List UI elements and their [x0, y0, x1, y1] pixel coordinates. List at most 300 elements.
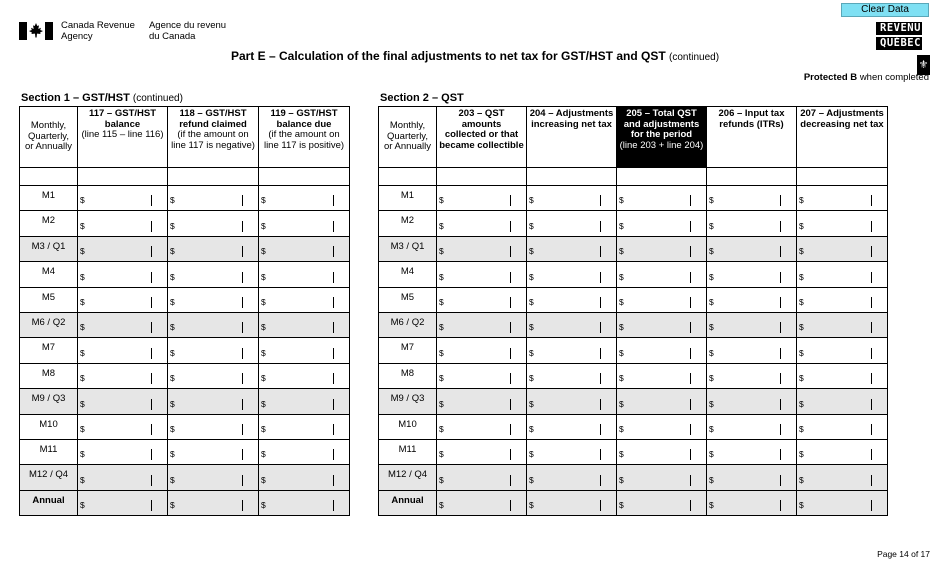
amount-field[interactable]: [617, 262, 707, 287]
dollar-sign: $: [799, 449, 804, 460]
amount-field[interactable]: [259, 414, 350, 439]
amount-field[interactable]: [168, 490, 259, 515]
dollar-sign: $: [439, 296, 444, 307]
table-row: [379, 414, 888, 439]
dollar-sign: $: [619, 195, 624, 206]
amount-field[interactable]: [259, 363, 350, 388]
cents-divider: [333, 475, 334, 486]
revenu-quebec-logo: REVENU QUÉBEC: [876, 22, 930, 56]
amount-field[interactable]: [707, 363, 797, 388]
period-label: M9 / Q3: [20, 389, 78, 414]
dollar-sign: $: [170, 500, 175, 511]
table-row: [20, 236, 350, 261]
amount-field[interactable]: [437, 439, 527, 464]
amount-field[interactable]: [527, 338, 617, 363]
dollar-sign: $: [170, 398, 175, 409]
cents-divider: [690, 322, 691, 333]
amount-field[interactable]: [437, 236, 527, 261]
dollar-sign: $: [439, 423, 444, 434]
amount-field[interactable]: [259, 211, 350, 236]
dollar-sign: $: [619, 347, 624, 358]
dollar-sign: $: [80, 474, 85, 485]
amount-field[interactable]: [168, 211, 259, 236]
cents-divider: [871, 195, 872, 206]
period-label: M8: [379, 363, 437, 388]
amount-field[interactable]: [617, 186, 707, 211]
cents-divider: [333, 246, 334, 257]
amount-field[interactable]: [617, 439, 707, 464]
cents-divider: [780, 221, 781, 232]
dollar-sign: $: [709, 220, 714, 231]
dollar-sign: $: [709, 322, 714, 333]
cents-divider: [871, 272, 872, 283]
dollar-sign: $: [439, 220, 444, 231]
cents-divider: [151, 373, 152, 384]
amount-field[interactable]: [78, 211, 168, 236]
amount-field[interactable]: [168, 414, 259, 439]
cents-divider: [510, 424, 511, 435]
amount-field[interactable]: [259, 312, 350, 337]
amount-field[interactable]: [617, 389, 707, 414]
amount-field[interactable]: [797, 338, 888, 363]
period-label: M5: [379, 287, 437, 312]
cents-divider: [510, 246, 511, 257]
cents-divider: [780, 195, 781, 206]
amount-field[interactable]: [527, 211, 617, 236]
cents-divider: [690, 500, 691, 511]
table-row: [379, 439, 888, 464]
amount-field[interactable]: [527, 236, 617, 261]
dollar-sign: $: [799, 296, 804, 307]
amount-field[interactable]: [797, 414, 888, 439]
amount-field[interactable]: [797, 465, 888, 490]
cents-divider: [151, 424, 152, 435]
amount-field[interactable]: [259, 439, 350, 464]
dollar-sign: $: [709, 296, 714, 307]
amount-field[interactable]: [78, 439, 168, 464]
amount-field[interactable]: [168, 338, 259, 363]
period-label: M5: [20, 287, 78, 312]
amount-field[interactable]: [259, 236, 350, 261]
dollar-sign: $: [439, 347, 444, 358]
amount-field[interactable]: [437, 312, 527, 337]
cents-divider: [333, 424, 334, 435]
amount-field[interactable]: [617, 211, 707, 236]
dollar-sign: $: [170, 373, 175, 384]
dollar-sign: $: [261, 296, 266, 307]
cents-divider: [600, 500, 601, 511]
dollar-sign: $: [170, 423, 175, 434]
period-label: M2: [20, 211, 78, 236]
amount-field[interactable]: [259, 490, 350, 515]
cents-divider: [242, 297, 243, 308]
dollar-sign: $: [529, 423, 534, 434]
period-label: M12 / Q4: [20, 465, 78, 490]
cents-divider: [333, 272, 334, 283]
table-row: [379, 465, 888, 490]
dollar-sign: $: [799, 373, 804, 384]
line-207-header: 207 – Adjustments decreasing net tax: [797, 107, 888, 168]
amount-field[interactable]: [437, 186, 527, 211]
period-label: M10: [20, 414, 78, 439]
clear-data-button[interactable]: Clear Data: [841, 3, 929, 17]
period-label: M3 / Q1: [379, 236, 437, 261]
cents-divider: [690, 399, 691, 410]
amount-field[interactable]: [168, 363, 259, 388]
dollar-sign: $: [261, 220, 266, 231]
cents-divider: [333, 322, 334, 333]
amount-field[interactable]: [78, 236, 168, 261]
dollar-sign: $: [799, 195, 804, 206]
line-117-header: 117 – GST/HST balance (line 115 – line 116): [78, 107, 168, 168]
amount-field[interactable]: [797, 186, 888, 211]
amount-field[interactable]: [168, 186, 259, 211]
amount-field[interactable]: [259, 338, 350, 363]
cents-divider: [871, 348, 872, 359]
amount-field[interactable]: [707, 287, 797, 312]
fleur-de-lis-icon: ⚜: [917, 55, 930, 75]
cents-divider: [690, 221, 691, 232]
dollar-sign: $: [709, 347, 714, 358]
period-label: M6 / Q2: [20, 312, 78, 337]
dollar-sign: $: [170, 271, 175, 282]
amount-field[interactable]: [707, 211, 797, 236]
dollar-sign: $: [529, 271, 534, 282]
dollar-sign: $: [439, 449, 444, 460]
dollar-sign: $: [261, 347, 266, 358]
amount-field[interactable]: [617, 236, 707, 261]
dollar-sign: $: [80, 322, 85, 333]
protected-notice: Protected B when completed: [803, 72, 929, 83]
amount-field[interactable]: [259, 389, 350, 414]
cents-divider: [151, 221, 152, 232]
dollar-sign: $: [439, 246, 444, 257]
qst-table: [378, 106, 888, 516]
dollar-sign: $: [529, 373, 534, 384]
table-row: [20, 490, 350, 515]
dollar-sign: $: [439, 398, 444, 409]
amount-field[interactable]: [797, 490, 888, 515]
page-title: Part E – Calculation of the final adjustments to net tax for GST/HST and QST (continued): [230, 49, 720, 63]
amount-field[interactable]: [797, 287, 888, 312]
cents-divider: [333, 297, 334, 308]
dollar-sign: $: [170, 474, 175, 485]
amount-field[interactable]: [527, 465, 617, 490]
cents-divider: [151, 399, 152, 410]
dollar-sign: $: [709, 246, 714, 257]
dollar-sign: $: [619, 423, 624, 434]
amount-field[interactable]: [707, 465, 797, 490]
dollar-sign: $: [80, 296, 85, 307]
amount-field[interactable]: [617, 414, 707, 439]
period-label: M12 / Q4: [379, 465, 437, 490]
line-204-header: 204 – Adjustments increasing net tax: [527, 107, 617, 168]
dollar-sign: $: [799, 500, 804, 511]
period-label: M7: [20, 338, 78, 363]
amount-field[interactable]: [168, 389, 259, 414]
amount-field[interactable]: [797, 312, 888, 337]
line-118-header: 118 – GST/HST refund claimed (if the amount on line 117 is negative): [168, 107, 259, 168]
dollar-sign: $: [80, 195, 85, 206]
dollar-sign: $: [80, 246, 85, 257]
amount-field[interactable]: [437, 211, 527, 236]
dollar-sign: $: [529, 195, 534, 206]
table-row: [20, 465, 350, 490]
dollar-sign: $: [439, 195, 444, 206]
cents-divider: [151, 246, 152, 257]
dollar-sign: $: [619, 474, 624, 485]
amount-field[interactable]: [259, 186, 350, 211]
cents-divider: [600, 246, 601, 257]
amount-field[interactable]: [437, 262, 527, 287]
amount-field[interactable]: [707, 414, 797, 439]
amount-field[interactable]: [437, 389, 527, 414]
table-row: [379, 211, 888, 236]
dollar-sign: $: [799, 347, 804, 358]
line-205-header: 205 – Total QST and adjustments for the period (line 203 + line 204): [617, 107, 707, 168]
cents-divider: [242, 449, 243, 460]
amount-field[interactable]: [617, 363, 707, 388]
amount-field[interactable]: [437, 363, 527, 388]
amount-field[interactable]: [168, 236, 259, 261]
amount-field[interactable]: [78, 186, 168, 211]
amount-field[interactable]: [617, 338, 707, 363]
page-number: Page 14 of 17: [877, 549, 930, 559]
dollar-sign: $: [619, 296, 624, 307]
dollar-sign: $: [799, 423, 804, 434]
amount-field[interactable]: [78, 363, 168, 388]
cents-divider: [871, 297, 872, 308]
period-label: M9 / Q3: [379, 389, 437, 414]
dollar-sign: $: [439, 322, 444, 333]
amount-field[interactable]: [797, 363, 888, 388]
line-119-header: 119 – GST/HST balance due (if the amount on line 117 is positive): [259, 107, 350, 168]
amount-field[interactable]: [437, 338, 527, 363]
amount-field[interactable]: [78, 465, 168, 490]
dollar-sign: $: [709, 398, 714, 409]
cents-divider: [690, 424, 691, 435]
dollar-sign: $: [619, 246, 624, 257]
dollar-sign: $: [709, 373, 714, 384]
dollar-sign: $: [261, 474, 266, 485]
dollar-sign: $: [799, 246, 804, 257]
dollar-sign: $: [80, 423, 85, 434]
amount-field[interactable]: [259, 262, 350, 287]
dollar-sign: $: [439, 500, 444, 511]
dollar-sign: $: [170, 296, 175, 307]
table-row: [379, 262, 888, 287]
cents-divider: [242, 424, 243, 435]
amount-field[interactable]: [78, 262, 168, 287]
amount-field[interactable]: [78, 338, 168, 363]
dollar-sign: $: [619, 271, 624, 282]
amount-field[interactable]: [527, 414, 617, 439]
amount-field[interactable]: [707, 439, 797, 464]
dollar-sign: $: [619, 373, 624, 384]
amount-field[interactable]: [797, 439, 888, 464]
period-label: M2: [379, 211, 437, 236]
cents-divider: [600, 373, 601, 384]
amount-field[interactable]: [78, 287, 168, 312]
cents-divider: [151, 297, 152, 308]
dollar-sign: $: [799, 322, 804, 333]
amount-field[interactable]: [707, 338, 797, 363]
cra-logo: [19, 20, 226, 42]
amount-field[interactable]: [527, 287, 617, 312]
dollar-sign: $: [799, 474, 804, 485]
amount-field[interactable]: [437, 414, 527, 439]
dollar-sign: $: [529, 398, 534, 409]
dollar-sign: $: [439, 271, 444, 282]
dollar-sign: $: [799, 398, 804, 409]
dollar-sign: $: [170, 220, 175, 231]
cents-divider: [510, 272, 511, 283]
dollar-sign: $: [799, 271, 804, 282]
dollar-sign: $: [261, 500, 266, 511]
dollar-sign: $: [80, 347, 85, 358]
period-column-header: Monthly, Quarterly, or Annually: [379, 107, 437, 168]
amount-field[interactable]: [527, 262, 617, 287]
amount-field[interactable]: [437, 490, 527, 515]
cents-divider: [151, 195, 152, 206]
amount-field[interactable]: [797, 389, 888, 414]
dollar-sign: $: [439, 474, 444, 485]
amount-field[interactable]: [437, 287, 527, 312]
amount-field[interactable]: [527, 312, 617, 337]
amount-field[interactable]: [797, 236, 888, 261]
dollar-sign: $: [529, 246, 534, 257]
amount-field[interactable]: [707, 389, 797, 414]
cents-divider: [871, 500, 872, 511]
amount-field[interactable]: [797, 262, 888, 287]
period-label: M10: [379, 414, 437, 439]
amount-field[interactable]: [78, 312, 168, 337]
period-label: M7: [379, 338, 437, 363]
cents-divider: [151, 449, 152, 460]
cents-divider: [242, 221, 243, 232]
amount-field[interactable]: [168, 312, 259, 337]
dollar-sign: $: [529, 296, 534, 307]
cents-divider: [151, 475, 152, 486]
amount-field[interactable]: [707, 312, 797, 337]
dollar-sign: $: [80, 271, 85, 282]
cents-divider: [690, 475, 691, 486]
cents-divider: [600, 399, 601, 410]
amount-field[interactable]: [259, 287, 350, 312]
amount-field[interactable]: [168, 287, 259, 312]
table-row: [20, 338, 350, 363]
cents-divider: [600, 348, 601, 359]
cents-divider: [242, 322, 243, 333]
cents-divider: [333, 449, 334, 460]
cents-divider: [510, 348, 511, 359]
amount-field[interactable]: [707, 186, 797, 211]
cents-divider: [690, 373, 691, 384]
table-row: [379, 236, 888, 261]
period-label: M11: [379, 439, 437, 464]
amount-field[interactable]: [78, 389, 168, 414]
period-column-header: Monthly, Quarterly, or Annually: [20, 107, 78, 168]
amount-field[interactable]: [617, 490, 707, 515]
cents-divider: [690, 272, 691, 283]
dollar-sign: $: [261, 271, 266, 282]
line-206-header: 206 – Input tax refunds (ITRs): [707, 107, 797, 168]
cents-divider: [242, 246, 243, 257]
amount-field[interactable]: [78, 490, 168, 515]
line-203-header: 203 – QST amounts collected or that became collectible: [437, 107, 527, 168]
cents-divider: [510, 399, 511, 410]
gst-hst-table: [19, 106, 350, 516]
amount-field[interactable]: [617, 312, 707, 337]
amount-field[interactable]: [707, 490, 797, 515]
amount-field[interactable]: [437, 465, 527, 490]
cents-divider: [690, 449, 691, 460]
dollar-sign: $: [261, 195, 266, 206]
table-row: [379, 186, 888, 211]
period-label: M8: [20, 363, 78, 388]
cents-divider: [780, 373, 781, 384]
amount-field[interactable]: [797, 211, 888, 236]
cents-divider: [600, 272, 601, 283]
cents-divider: [333, 221, 334, 232]
amount-field[interactable]: [168, 439, 259, 464]
cents-divider: [871, 322, 872, 333]
dollar-sign: $: [80, 373, 85, 384]
dollar-sign: $: [709, 195, 714, 206]
cents-divider: [690, 297, 691, 308]
cents-divider: [333, 399, 334, 410]
amount-field[interactable]: [527, 439, 617, 464]
amount-field[interactable]: [168, 465, 259, 490]
cents-divider: [871, 399, 872, 410]
dollar-sign: $: [261, 423, 266, 434]
amount-field[interactable]: [527, 490, 617, 515]
cents-divider: [151, 272, 152, 283]
dollar-sign: $: [80, 449, 85, 460]
amount-field[interactable]: [78, 414, 168, 439]
cents-divider: [780, 475, 781, 486]
cents-divider: [780, 399, 781, 410]
period-label: M1: [379, 186, 437, 211]
amount-field[interactable]: [617, 465, 707, 490]
amount-field[interactable]: [707, 262, 797, 287]
cents-divider: [242, 399, 243, 410]
cents-divider: [510, 449, 511, 460]
dollar-sign: $: [170, 322, 175, 333]
dollar-sign: $: [619, 398, 624, 409]
amount-field[interactable]: [707, 236, 797, 261]
amount-field[interactable]: [259, 465, 350, 490]
amount-field[interactable]: [527, 363, 617, 388]
cents-divider: [242, 500, 243, 511]
amount-field[interactable]: [168, 262, 259, 287]
table-row: [20, 439, 350, 464]
period-label: Annual: [20, 490, 78, 515]
cents-divider: [780, 500, 781, 511]
period-label: M1: [20, 186, 78, 211]
cents-divider: [333, 195, 334, 206]
dollar-sign: $: [170, 347, 175, 358]
cents-divider: [780, 449, 781, 460]
cents-divider: [600, 449, 601, 460]
dollar-sign: $: [439, 373, 444, 384]
amount-field[interactable]: [527, 186, 617, 211]
amount-field[interactable]: [527, 389, 617, 414]
cents-divider: [151, 348, 152, 359]
amount-field[interactable]: [617, 287, 707, 312]
cents-divider: [151, 322, 152, 333]
dollar-sign: $: [529, 347, 534, 358]
